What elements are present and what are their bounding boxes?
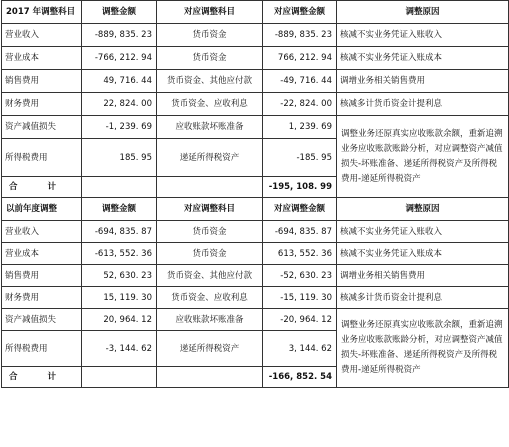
merged-reason-cell: 调整业务还原真实应收账款余额，重新追溯业务应收账款账龄分析，对应调整资产减值损失-坏账准备、递延所得税资产及所得税费用-递延所得税资产 bbox=[337, 116, 509, 198]
subject-cell: 货币资金、应收利息 bbox=[157, 93, 263, 116]
column-header-reason: 调整原因 bbox=[337, 1, 509, 24]
subject-cell: 货币资金 bbox=[157, 221, 263, 243]
adj-amount-cell: 1, 239. 69 bbox=[263, 116, 337, 139]
table-row bbox=[2, 309, 509, 331]
table-row bbox=[2, 70, 509, 93]
table-row bbox=[2, 24, 509, 47]
adj-amount-cell: -52, 630. 23 bbox=[263, 265, 337, 287]
adj-amount-cell: 3, 144. 62 bbox=[263, 331, 337, 367]
adj-amount-cell: -185. 95 bbox=[263, 139, 337, 177]
amount-cell: -1, 239. 69 bbox=[82, 116, 157, 139]
table-row bbox=[2, 265, 509, 287]
table-row bbox=[2, 287, 509, 309]
amount-cell: -694, 835. 87 bbox=[82, 221, 157, 243]
adjustment-table bbox=[1, 0, 509, 388]
column-header-subject: 对应调整科目 bbox=[157, 198, 263, 221]
total-subject-cell bbox=[157, 177, 263, 198]
amount-cell: 49, 716. 44 bbox=[82, 70, 157, 93]
section-header-row bbox=[2, 198, 509, 221]
reason-cell: 调增业务相关销售费用 bbox=[337, 70, 509, 93]
adj-amount-cell: -20, 964. 12 bbox=[263, 309, 337, 331]
item-cell: 销售费用 bbox=[2, 70, 82, 93]
total-adj-amount: -195, 108. 99 bbox=[263, 177, 337, 198]
adj-amount-cell: -49, 716. 44 bbox=[263, 70, 337, 93]
subject-cell: 递延所得税资产 bbox=[157, 331, 263, 367]
amount-cell: 15, 119. 30 bbox=[82, 287, 157, 309]
subject-cell: 递延所得税资产 bbox=[157, 139, 263, 177]
adj-amount-cell: 766, 212. 94 bbox=[263, 47, 337, 70]
amount-cell: -889, 835. 23 bbox=[82, 24, 157, 47]
amount-cell: -613, 552. 36 bbox=[82, 243, 157, 265]
adj-amount-cell: 613, 552. 36 bbox=[263, 243, 337, 265]
subject-cell: 应收账款坏账准备 bbox=[157, 116, 263, 139]
table-row bbox=[2, 47, 509, 70]
amount-cell: 20, 964. 12 bbox=[82, 309, 157, 331]
table-row bbox=[2, 116, 509, 139]
section-title: 以前年度调整 bbox=[2, 198, 82, 221]
reason-cell: 核减不实业务凭证入账收入 bbox=[337, 221, 509, 243]
amount-cell: 185. 95 bbox=[82, 139, 157, 177]
reason-cell: 调增业务相关销售费用 bbox=[337, 265, 509, 287]
total-amount-cell bbox=[82, 367, 157, 388]
reason-cell: 核减不实业务凭证入账成本 bbox=[337, 47, 509, 70]
item-cell: 营业成本 bbox=[2, 47, 82, 70]
amount-cell: 52, 630. 23 bbox=[82, 265, 157, 287]
section-header-row bbox=[2, 1, 509, 24]
item-cell: 销售费用 bbox=[2, 265, 82, 287]
subject-cell: 货币资金、其他应付款 bbox=[157, 265, 263, 287]
item-cell: 财务费用 bbox=[2, 93, 82, 116]
reason-cell: 核减不实业务凭证入账成本 bbox=[337, 243, 509, 265]
amount-cell: -766, 212. 94 bbox=[82, 47, 157, 70]
total-adj-amount: -166, 852. 54 bbox=[263, 367, 337, 388]
column-header-adj-amount: 对应调整金额 bbox=[263, 198, 337, 221]
total-subject-cell bbox=[157, 367, 263, 388]
subject-cell: 应收账款坏账准备 bbox=[157, 309, 263, 331]
reason-cell: 核减多计货币资金计提利息 bbox=[337, 93, 509, 116]
column-header-amount: 调整金额 bbox=[82, 1, 157, 24]
adj-amount-cell: -15, 119. 30 bbox=[263, 287, 337, 309]
column-header-subject: 对应调整科目 bbox=[157, 1, 263, 24]
item-cell: 资产减值损失 bbox=[2, 116, 82, 139]
column-header-amount: 调整金额 bbox=[82, 198, 157, 221]
item-cell: 营业收入 bbox=[2, 221, 82, 243]
adj-amount-cell: -889, 835. 23 bbox=[263, 24, 337, 47]
merged-reason-cell: 调整业务还原真实应收账款余额，重新追溯业务应收账款账龄分析，对应调整资产减值损失-坏账准备、递延所得税资产及所得税费用-递延所得税资产 bbox=[337, 309, 509, 388]
item-cell: 财务费用 bbox=[2, 287, 82, 309]
total-label: 合 计 bbox=[2, 367, 82, 388]
item-cell: 所得税费用 bbox=[2, 331, 82, 367]
reason-cell: 核减不实业务凭证入账收入 bbox=[337, 24, 509, 47]
total-amount-cell bbox=[82, 177, 157, 198]
adj-amount-cell: -694, 835. 87 bbox=[263, 221, 337, 243]
item-cell: 资产减值损失 bbox=[2, 309, 82, 331]
reason-cell: 核减多计货币资金计提利息 bbox=[337, 287, 509, 309]
section-title: 2017 年调整科目 bbox=[2, 1, 82, 24]
table-row bbox=[2, 221, 509, 243]
amount-cell: 22, 824. 00 bbox=[82, 93, 157, 116]
table-row bbox=[2, 243, 509, 265]
subject-cell: 货币资金、其他应付款 bbox=[157, 70, 263, 93]
item-cell: 营业成本 bbox=[2, 243, 82, 265]
column-header-adj-amount: 对应调整金额 bbox=[263, 1, 337, 24]
subject-cell: 货币资金 bbox=[157, 243, 263, 265]
column-header-reason: 调整原因 bbox=[337, 198, 509, 221]
subject-cell: 货币资金、应收利息 bbox=[157, 287, 263, 309]
subject-cell: 货币资金 bbox=[157, 24, 263, 47]
amount-cell: -3, 144. 62 bbox=[82, 331, 157, 367]
item-cell: 所得税费用 bbox=[2, 139, 82, 177]
subject-cell: 货币资金 bbox=[157, 47, 263, 70]
item-cell: 营业收入 bbox=[2, 24, 82, 47]
adj-amount-cell: -22, 824. 00 bbox=[263, 93, 337, 116]
table-row bbox=[2, 93, 509, 116]
total-label: 合 计 bbox=[2, 177, 82, 198]
